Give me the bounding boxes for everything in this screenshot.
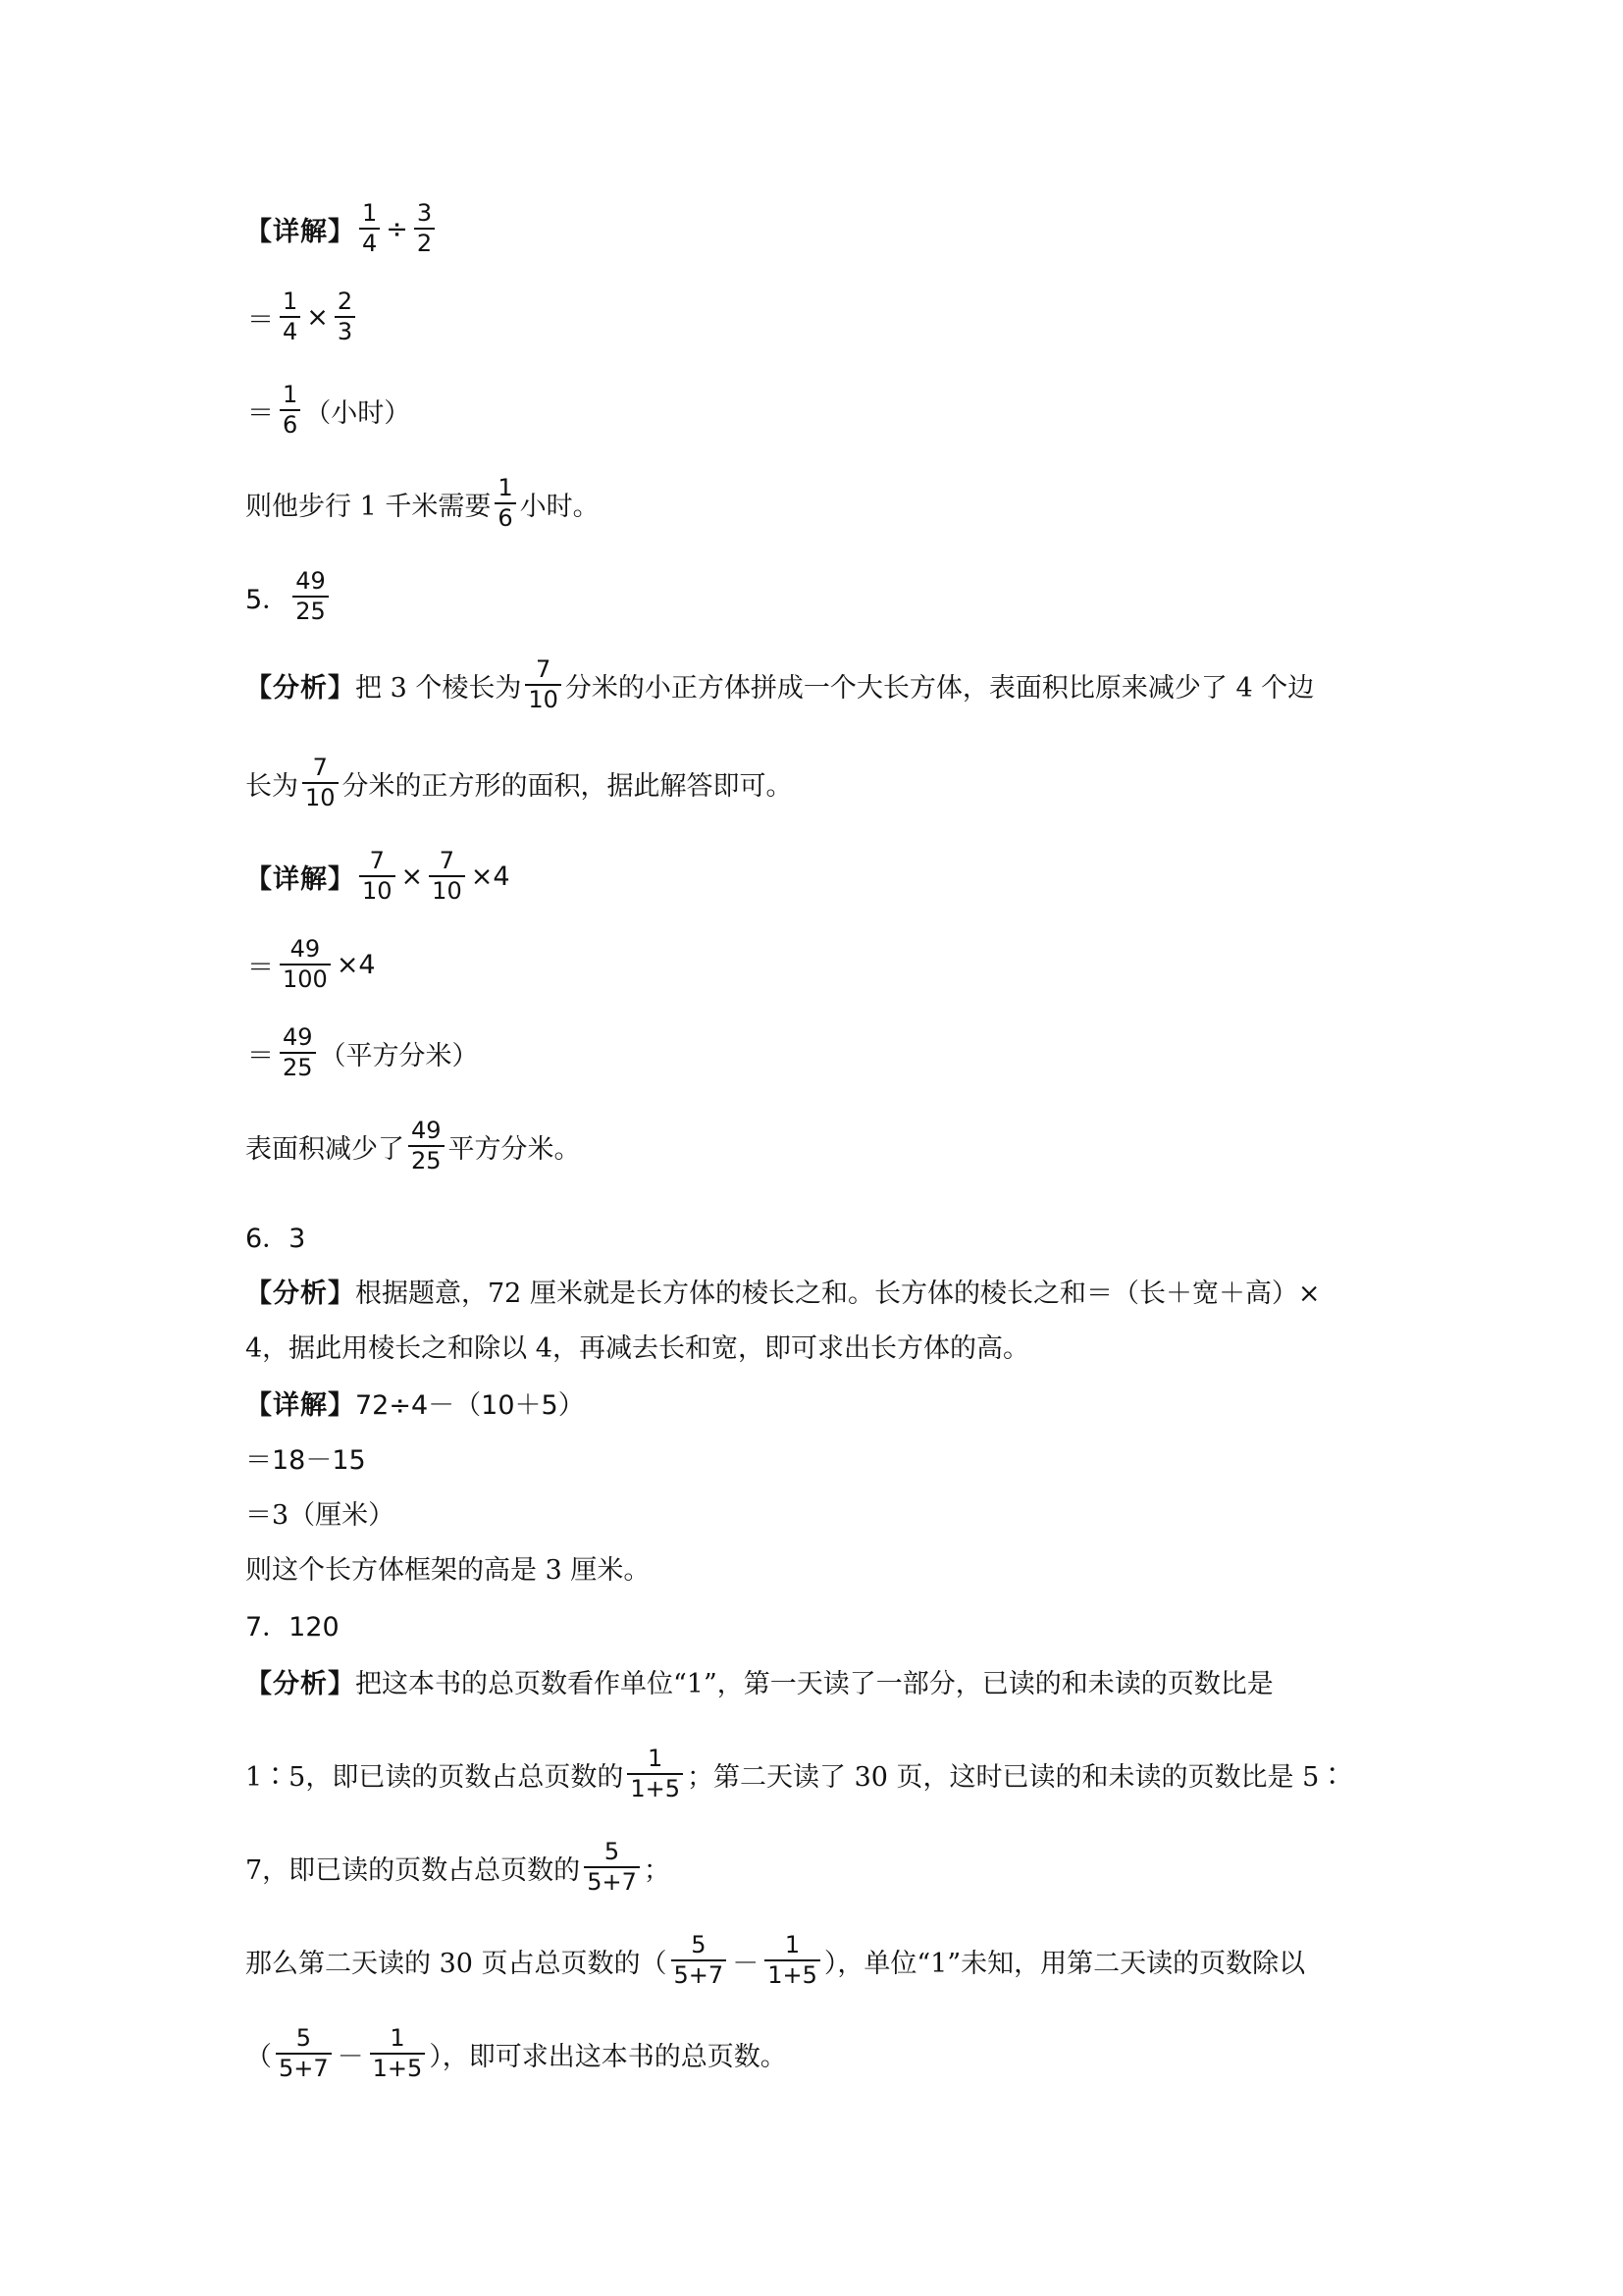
fraction: $\frac{49}{25}$ bbox=[408, 1119, 445, 1174]
unit-text: （小时） bbox=[304, 397, 411, 429]
text: ），单位“1”未知，用第二天读的页数除以 bbox=[823, 1948, 1306, 1979]
p4-conclusion bbox=[245, 476, 1384, 531]
detail-label: 【详解】 bbox=[245, 863, 355, 895]
p7-analysis-line-5 bbox=[245, 2026, 1384, 2081]
fraction: $\frac{49}{100}$ bbox=[280, 937, 331, 992]
equals-sign: ＝ bbox=[247, 304, 274, 336]
text: 表面积减少了 bbox=[245, 1133, 404, 1165]
p5-conclusion bbox=[245, 1119, 1384, 1174]
p5-detail-line bbox=[245, 849, 1384, 904]
fraction: $\frac{1}{6}$ bbox=[495, 476, 515, 531]
equals-sign: ＝ bbox=[247, 952, 274, 983]
operator: ÷ bbox=[386, 213, 408, 244]
analysis-label: 【分析】 bbox=[245, 1669, 355, 1699]
p6-conclusion bbox=[245, 1548, 1384, 1587]
operator: × bbox=[400, 861, 424, 892]
p5-step-1 bbox=[245, 937, 1384, 992]
p4-detail-line bbox=[245, 201, 1384, 256]
problem-number: 7．120 bbox=[245, 1612, 340, 1643]
expression: ＝3（厘米） bbox=[245, 1500, 395, 1531]
fraction: $\frac{2}{3}$ bbox=[335, 289, 355, 344]
text: 长为 bbox=[245, 770, 298, 802]
equals-sign: ＝ bbox=[247, 397, 274, 429]
text: 分米的正方形的面积，据此解答即可。 bbox=[341, 770, 793, 802]
fraction: $\frac{1}{4}$ bbox=[280, 289, 300, 344]
problem-number: 5． bbox=[245, 584, 289, 615]
operator: ×4 bbox=[336, 949, 376, 980]
problem-number: 6．3 bbox=[245, 1224, 306, 1254]
unit-text: （平方分米） bbox=[319, 1040, 479, 1071]
fraction: $\frac{1}{6}$ bbox=[280, 383, 300, 438]
fraction: $\frac{1}{1+5}$ bbox=[370, 2026, 426, 2081]
p4-step-2 bbox=[245, 383, 1384, 438]
fraction: $\frac{7}{10}$ bbox=[359, 849, 395, 904]
text: 那么第二天读的 30 页占总页数的（ bbox=[245, 1948, 667, 1979]
text: ； bbox=[643, 1854, 670, 1886]
fraction: $\frac{49}{25}$ bbox=[280, 1025, 316, 1080]
operator: － bbox=[337, 2041, 364, 2072]
operator: ×4 bbox=[470, 861, 510, 892]
fraction: $\frac{3}{2}$ bbox=[414, 201, 435, 256]
fraction: $\frac{5}{5+7}$ bbox=[276, 2026, 332, 2081]
fraction: $\frac{7}{10}$ bbox=[525, 657, 561, 712]
p5-step-2 bbox=[245, 1025, 1384, 1080]
p7-analysis-line-2 bbox=[245, 1747, 1384, 1801]
text: 把这本书的总页数看作单位“1”，第一天读了一部分，已读的和未读的页数比是 bbox=[355, 1669, 1274, 1699]
text: （ bbox=[245, 2041, 272, 2072]
text: 把 3 个棱长为 bbox=[355, 672, 522, 704]
p7-analysis-line-4 bbox=[245, 1933, 1384, 1988]
p5-answer bbox=[245, 569, 1384, 624]
text: 1∶5，即已读的页数占总页数的 bbox=[245, 1761, 624, 1793]
text: 平方分米。 bbox=[447, 1133, 581, 1165]
fraction: $\frac{5}{5+7}$ bbox=[671, 1933, 727, 1988]
expression: 72÷4－（10＋5） bbox=[355, 1390, 585, 1421]
p7-answer bbox=[245, 1605, 1384, 1644]
expression: ＝18－15 bbox=[245, 1445, 366, 1476]
p6-answer bbox=[245, 1217, 1384, 1255]
p7-analysis-line-1 bbox=[245, 1662, 1384, 1700]
text: ），即可求出这本书的总页数。 bbox=[429, 2041, 787, 2072]
analysis-label: 【分析】 bbox=[245, 1278, 355, 1309]
p6-analysis-line-1 bbox=[245, 1272, 1384, 1310]
text: 根据题意，72 厘米就是长方体的棱长之和。长方体的棱长之和＝（长＋宽＋高）× bbox=[355, 1278, 1321, 1309]
p6-analysis-line-2 bbox=[245, 1327, 1384, 1365]
fraction: $\frac{1}{1+5}$ bbox=[627, 1747, 683, 1801]
fraction: $\frac{7}{10}$ bbox=[302, 756, 339, 810]
analysis-label: 【分析】 bbox=[245, 672, 355, 704]
p7-analysis-line-3 bbox=[245, 1840, 1384, 1895]
text: ；第二天读了 30 页，这时已读的和未读的页数比是 5∶ bbox=[687, 1761, 1346, 1793]
text: 4，据此用棱长之和除以 4，再减去长和宽，即可求出长方体的高。 bbox=[245, 1333, 1029, 1364]
p6-detail-line bbox=[245, 1383, 1384, 1422]
detail-label: 【详解】 bbox=[245, 1390, 355, 1421]
fraction: $\frac{7}{10}$ bbox=[429, 849, 465, 904]
text: 7，即已读的页数占总页数的 bbox=[245, 1854, 581, 1886]
operator: － bbox=[732, 1948, 759, 1979]
text: 则他步行 1 千米需要 bbox=[245, 491, 492, 522]
p5-analysis-line-1 bbox=[245, 657, 1384, 712]
detail-label: 【详解】 bbox=[245, 216, 355, 247]
operator: × bbox=[306, 301, 329, 333]
p6-step-2 bbox=[245, 1493, 1384, 1532]
text: 分米的小正方体拼成一个大长方体，表面积比原来减少了 4 个边 bbox=[564, 672, 1315, 704]
p5-analysis-line-2 bbox=[245, 756, 1384, 810]
fraction: $\frac{5}{5+7}$ bbox=[584, 1840, 640, 1895]
p4-step-1 bbox=[245, 289, 1384, 344]
p6-step-1 bbox=[245, 1438, 1384, 1477]
text: 则这个长方体框架的高是 3 厘米。 bbox=[245, 1555, 651, 1586]
fraction: $\frac{49}{25}$ bbox=[292, 569, 329, 624]
fraction: $\frac{1}{4}$ bbox=[359, 201, 380, 256]
fraction: $\frac{1}{1+5}$ bbox=[764, 1933, 820, 1988]
equals-sign: ＝ bbox=[247, 1040, 274, 1071]
text: 小时。 bbox=[519, 491, 600, 522]
